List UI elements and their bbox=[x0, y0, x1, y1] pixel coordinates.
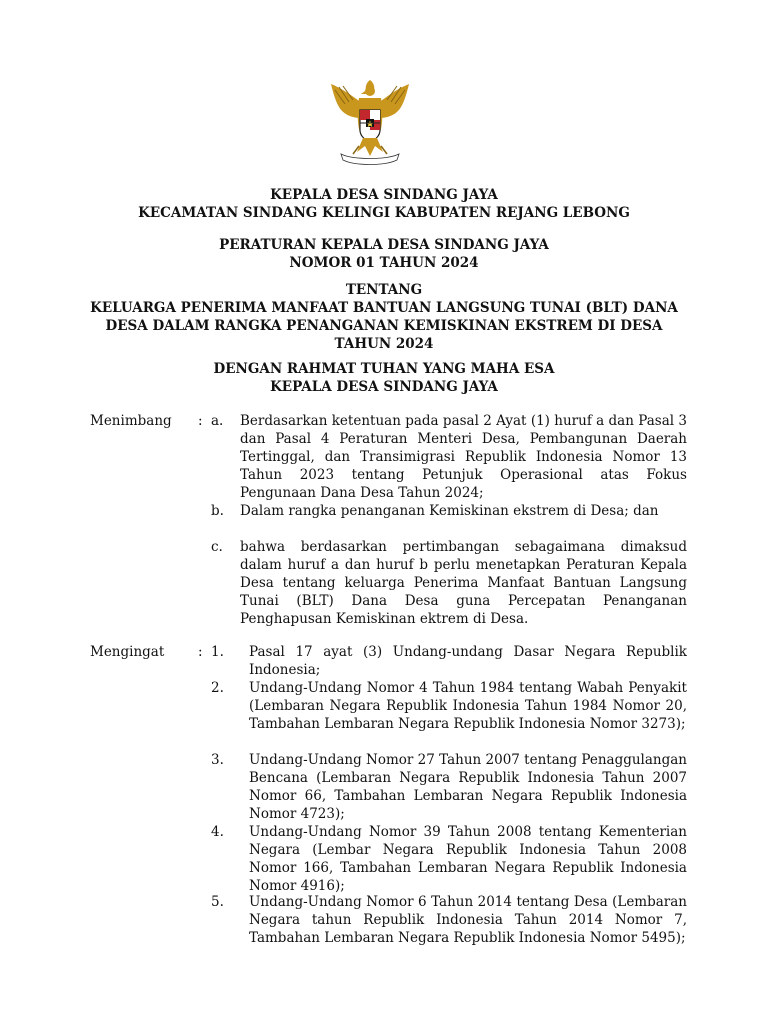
item-marker: a. bbox=[211, 413, 224, 429]
item-text: Undang-Undang Nomor 4 Tahun 1984 tentang Wabah Penyakit (Lembaran Negara Republik Indonesia Tahun 1984 Nomor 20, Tambahan Lembaran Negara Republik Indonesia Nomor 3273); bbox=[249, 680, 687, 732]
item-text: Pasal 17 ayat (3) Undang-undang Dasar Negara Republik Indonesia; bbox=[249, 644, 687, 678]
item-marker: 4. bbox=[211, 824, 224, 840]
regulation-number: NOMOR 01 TAHUN 2024 bbox=[289, 255, 479, 271]
regulation-header bbox=[0, 236, 768, 272]
institution-line-2: KECAMATAN SINDANG KELINGI KABUPATEN REJANG LEBONG bbox=[138, 205, 630, 221]
subject-header bbox=[0, 281, 768, 353]
item-text: Dalam rangka penanganan Kemiskinan ekstrem di Desa; dan bbox=[240, 503, 659, 519]
preamble-header bbox=[0, 360, 768, 396]
item-marker: 5. bbox=[211, 894, 224, 910]
item-marker: b. bbox=[211, 503, 224, 519]
institution-line-1: KEPALA DESA SINDANG JAYA bbox=[270, 187, 498, 203]
preamble-line-1: DENGAN RAHMAT TUHAN YANG MAHA ESA bbox=[213, 361, 555, 377]
mengingat-colon: : bbox=[198, 644, 203, 660]
item-text: bahwa berdasarkan pertimbangan sebagaimana dimaksud dalam huruf a dan huruf b perlu menetapkan Peraturan Kepala Desa tentang keluarga Penerima Manfaat Bantuan Langsung Tunai (BLT) Dana Desa guna Percepatan Penanganan Penghapusan Kemiskinan ektrem di Desa. bbox=[240, 539, 687, 627]
mengingat-label: Mengingat bbox=[90, 644, 165, 660]
item-marker: 1. bbox=[211, 644, 224, 660]
item-marker: 3. bbox=[211, 752, 224, 768]
subject-line-3: TAHUN 2024 bbox=[334, 336, 434, 352]
menimbang-label: Menimbang bbox=[90, 413, 172, 429]
about-label: TENTANG bbox=[345, 282, 423, 298]
subject-line-1: KELUARGA PENERIMA MANFAAT BANTUAN LANGSUNG TUNAI (BLT) DANA bbox=[90, 300, 678, 316]
garuda-pancasila-emblem bbox=[323, 74, 417, 168]
item-text: Undang-Undang Nomor 6 Tahun 2014 tentang Desa (Lembaran Negara tahun Republik Indonesia Tahun 2014 Nomor 7, Tambahan Lembaran Negara Republik Indonesia Nomor 5495); bbox=[249, 894, 687, 946]
item-text: Undang-Undang Nomor 39 Tahun 2008 tentang Kementerian Negara (Lembar Negara Republik Indonesia Tahun 2008 Nomor 166, Tambahan Lembaran Negara Republik Indonesia Nomor 4916); bbox=[249, 824, 687, 894]
preamble-line-2: KEPALA DESA SINDANG JAYA bbox=[270, 379, 498, 395]
item-marker: 2. bbox=[211, 680, 224, 696]
issuer-header bbox=[0, 186, 768, 222]
item-text: Berdasarkan ketentuan pada pasal 2 Ayat (1) huruf a dan Pasal 3 dan Pasal 4 Peraturan Menteri Desa, Pembangunan Daerah Tertinggal, dan Transimigrasi Republik Indonesia Nomor 13 Tahun 2023 tentang Petunjuk Operasional atas Fokus Pengunaan Dana Desa Tahun 2024; bbox=[240, 413, 687, 501]
item-text: Undang-Undang Nomor 27 Tahun 2007 tentang Penaggulangan Bencana (Lembaran Negara Republik Indonesia Tahun 2007 Nomor 66, Tambahan Lembaran Negara Republik Indonesia Nomor 4723); bbox=[249, 752, 688, 822]
regulation-title: PERATURAN KEPALA DESA SINDANG JAYA bbox=[219, 237, 549, 253]
subject-line-2: DESA DALAM RANGKA PENANGANAN KEMISKINAN EKSTREM DI DESA bbox=[105, 318, 663, 334]
menimbang-colon: : bbox=[198, 413, 203, 429]
item-marker: c. bbox=[211, 539, 223, 555]
